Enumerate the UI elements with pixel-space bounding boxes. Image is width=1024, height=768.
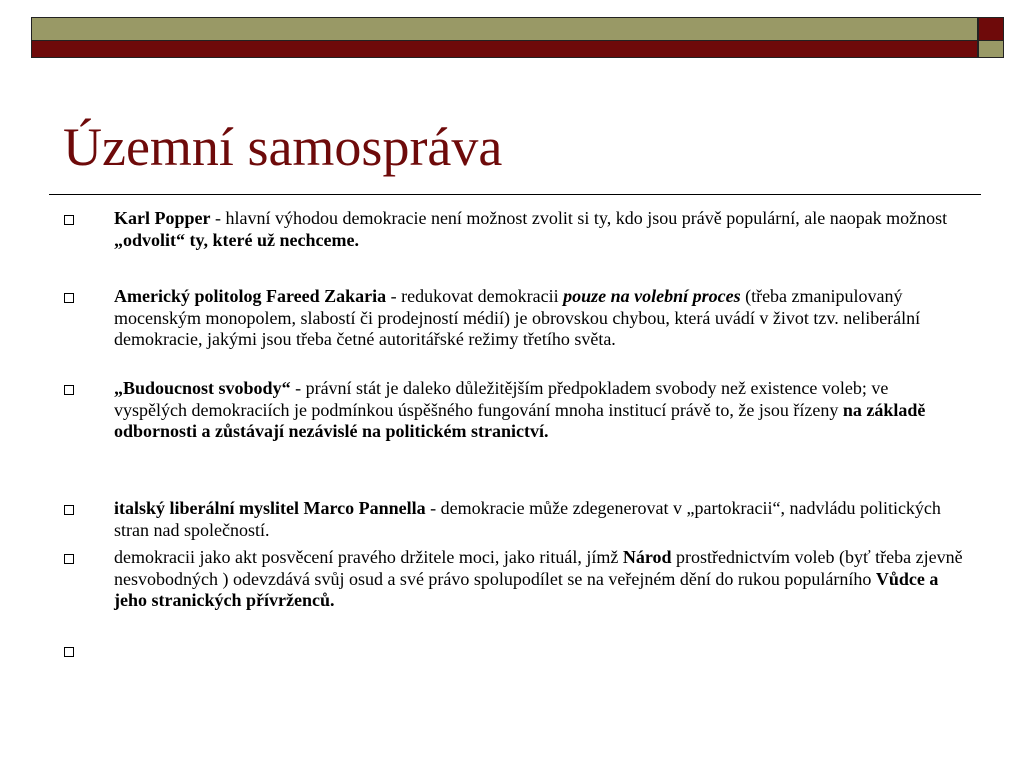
bullet-item <box>114 208 964 251</box>
bullet-text: - redukovat demokracii <box>386 286 564 306</box>
bullet-text: prostřednictvím voleb (byť třeba zjevně nesvobodných ) odevzdává svůj osud a své právo spolupodílet se na veřejném dění do rukou populárního <box>114 547 963 589</box>
bullet-text: (třeba zmanipulovaný mocenským monopolem, slabostí či prodejností médií) je obrovskou chybou, která uvádí v život tzv. neliberální demokracie, jakými jsou třeba četné autoritářské režimy třetího světa. <box>114 286 921 349</box>
bullet-item <box>114 286 964 351</box>
bullet-text-bold: Americký politolog Fareed Zakaria <box>114 286 387 306</box>
bullet-text-bold: „Budoucnost svobody“ <box>114 378 291 398</box>
bullet-item <box>114 378 964 443</box>
bullet-text: - demokracie může zdegenerovat v „partokracii“, nadvládu politických stran nad společností. <box>114 498 941 540</box>
bullet-text-bold: na základě odbornosti a zůstávají nezávislé na politickém stranictví. <box>114 399 926 441</box>
bullet-text-bold: Karl Popper <box>114 208 211 228</box>
bullet-text-bold: „odvolit“ ty, které už nechceme. <box>114 229 359 250</box>
bullet-text-bold: Vůdce a jeho stranických přívrženců. <box>114 568 939 610</box>
bullet-text: - hlavní výhodou demokracie není možnost zvolit si ty, kdo jsou právě populární, ale naopak možnost <box>210 208 948 228</box>
bullet-item <box>114 547 964 612</box>
bullet-item <box>114 498 964 541</box>
slide-title: Územní samospráva <box>63 117 503 177</box>
bullet-text-bold: italský liberální myslitel Marco Pannella <box>114 498 426 518</box>
bullet-text: - právní stát je daleko důležitějším předpokladem svobody než existence voleb; ve vyspělých demokraciích je podmínkou úspěšného fungování mnoha institucí právě to, že jsou řízeny <box>114 378 889 420</box>
bullet-text: demokracii jako akt posvěcení pravého držitele moci, jako rituál, jímž <box>114 547 623 567</box>
bullet-text-bold: Národ <box>622 547 672 567</box>
bullet-text-bold-italic: pouze na volební proces <box>563 286 741 306</box>
